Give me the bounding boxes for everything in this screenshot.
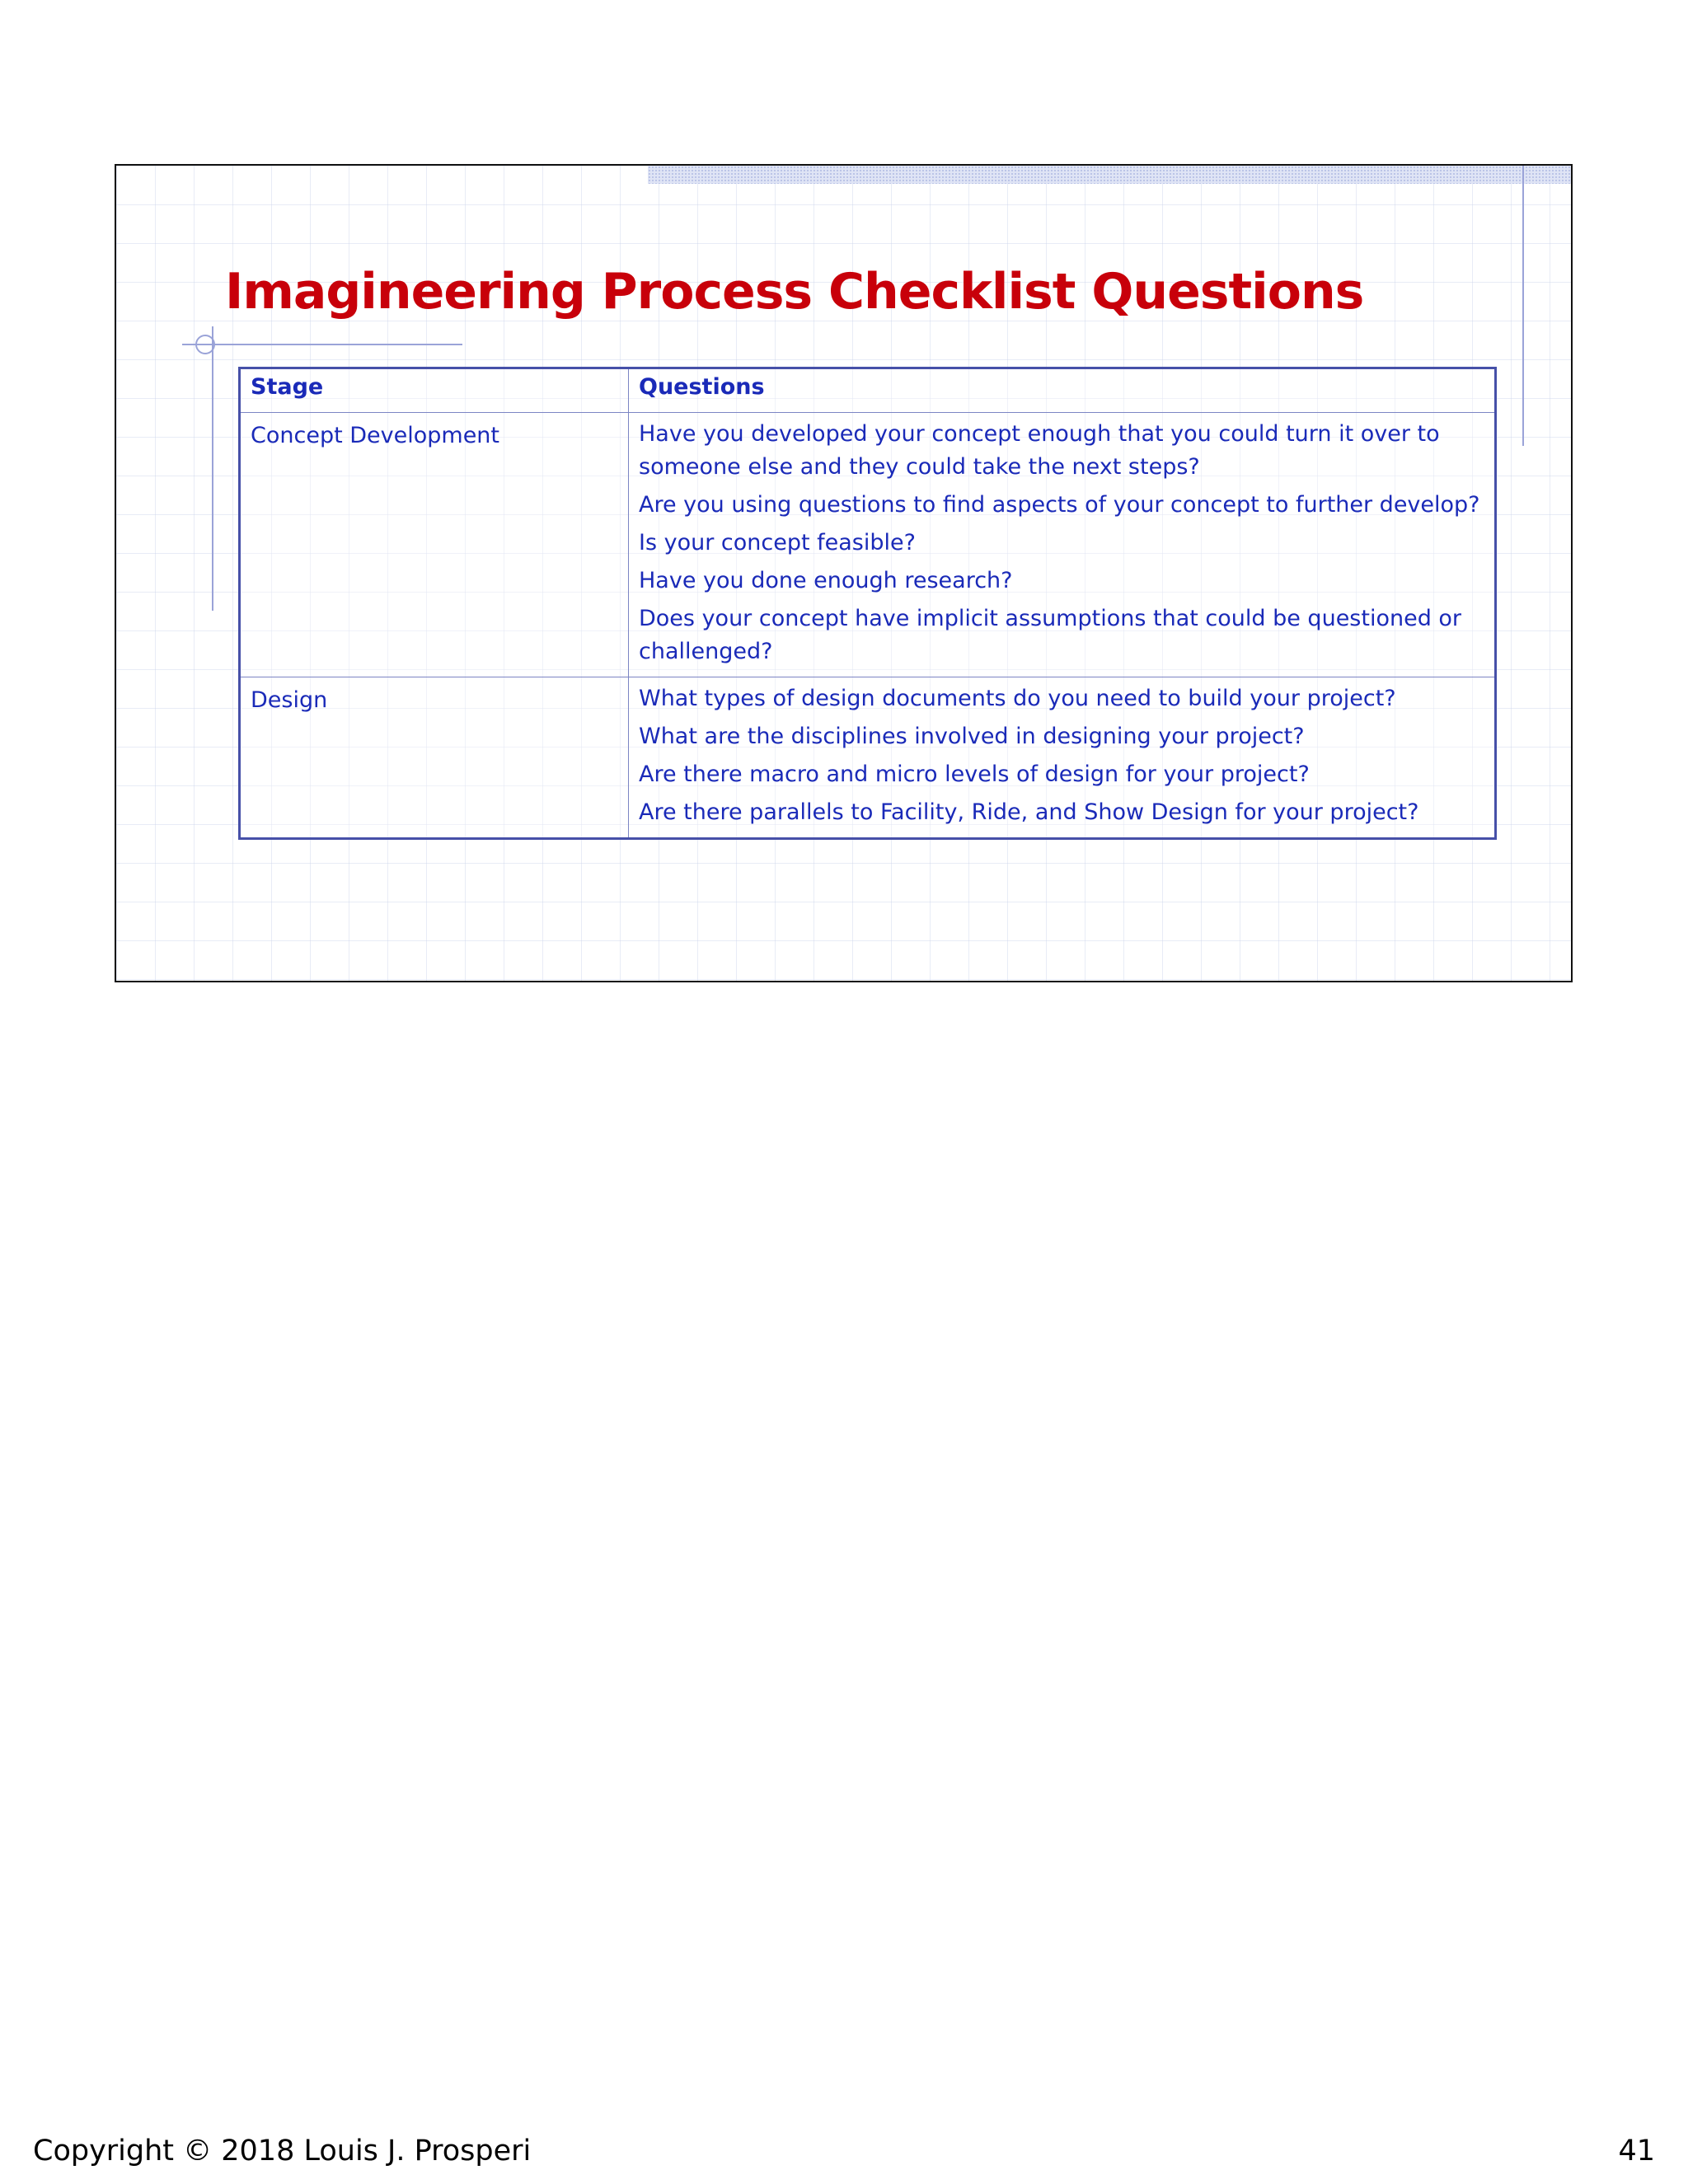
stage-cell-design: Design [240, 677, 629, 839]
decorative-top-band [648, 166, 1573, 184]
table-row [240, 677, 1496, 839]
decorative-line-horizontal [182, 344, 462, 345]
question-item: Is your concept feasible? [639, 530, 916, 555]
table-row [240, 413, 1496, 677]
page-number: 41 [1618, 2135, 1655, 2168]
questions-cell-design [629, 677, 1496, 839]
question-item: Does your concept have implicit assumptions that could be questioned or challenged? [639, 606, 1462, 664]
question-item: Are you using questions to find aspects of your concept to further develop? [639, 492, 1480, 518]
question-item: Have you done enough research? [639, 568, 1013, 593]
slide-image [115, 164, 1573, 982]
header-stage: Stage [240, 368, 629, 413]
crosshair-circle-icon [195, 335, 215, 354]
decorative-line-right [1522, 166, 1524, 446]
question-item: What are the disciplines involved in designing your project? [639, 724, 1305, 749]
header-questions: Questions [629, 368, 1496, 413]
slide-title: Imagineering Process Checklist Questions [225, 263, 1364, 321]
decorative-line-left [212, 326, 213, 611]
table-header-row [240, 368, 1496, 413]
question-item: Have you developed your concept enough that you could turn it over to someone else and they could take the next steps? [639, 421, 1440, 480]
question-item: Are there parallels to Facility, Ride, and Show Design for your project? [639, 799, 1419, 825]
footer-copyright: Copyright © 2018 Louis J. Prosperi [33, 2135, 532, 2168]
question-item: Are there macro and micro levels of design for your project? [639, 762, 1310, 787]
questions-cell-concept-development [629, 413, 1496, 677]
stage-cell-concept-development: Concept Development [240, 413, 629, 677]
checklist-table [238, 367, 1497, 840]
question-item: What types of design documents do you need to build your project? [639, 686, 1396, 711]
